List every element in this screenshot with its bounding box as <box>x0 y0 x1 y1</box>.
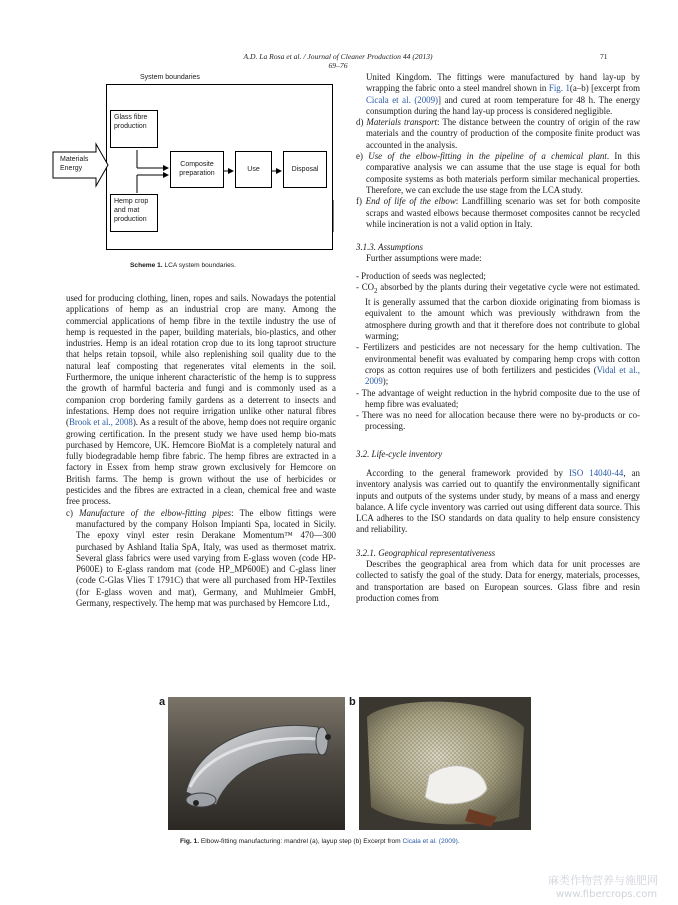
hemp-line-3: production <box>114 216 147 223</box>
item-e <box>356 151 640 196</box>
ref-fig1[interactable]: Fig. 1 <box>548 83 570 94</box>
mandrel-photo <box>168 697 345 830</box>
assumption-3 <box>356 342 640 387</box>
composite-line-1: Composite <box>180 161 214 168</box>
ref-brook[interactable]: Brook et al., 2008 <box>68 417 133 428</box>
item-e-label: e) <box>356 151 363 162</box>
input-line-1: Materials <box>60 156 89 163</box>
cont-end: ] and cured at room temperature for 48 h. The energy consumption during the hand lay-up process is considered negligible. <box>366 94 641 116</box>
cont-mid: (a–b) [excerpt from <box>569 83 641 94</box>
hemp-paragraph <box>66 293 336 508</box>
section-313-heading: 3.1.3. Assumptions <box>356 242 423 253</box>
section-32-text <box>356 468 640 536</box>
use-box: Use <box>235 151 272 188</box>
watermark-url: www.fibercrops.com <box>556 889 658 900</box>
layup-photo <box>359 697 531 830</box>
composite-line-2: preparation <box>179 170 215 177</box>
item-f <box>356 196 640 230</box>
input-materials-energy <box>60 155 88 173</box>
watermark-text: 麻类作物营养与施肥网 <box>548 874 658 887</box>
item-e-text: . In this comparative analysis we can assume that the use stage is equal for both composite systems as both materials perform similar mechanical properties. Therefore, we can exclude the use stage from the LCA study. <box>366 151 641 195</box>
scheme-caption-label: Scheme 1. <box>130 262 163 269</box>
item-d-title: Materials transport <box>366 117 437 128</box>
figure-caption-text: Elbow-fitting manufacturing: mandrel (a), layup step (b) Excerpt from <box>200 838 403 845</box>
item-d <box>356 117 640 151</box>
ref-vidal[interactable]: Vidal et al., 2009 <box>365 364 641 387</box>
item-c-label: c) <box>66 507 73 518</box>
hemp-para-text: used for producing clothing, linen, ropes and sails. Nowadays the potential applications of hemp as an industrial crop are many. Among the commercial applications of hemp fibre in the textile industry the use of hemp is requested in the paper, building materials, bio-plastics, and other industries. Hemp is an ideal rotation crop due to its long taproot structure that helps retain topsoil, while also replenishing soil quality due to the natural leaf composting that regenerates vital elements in the soil. Furthermore, the unique inherent characteristic of the hemp is to suppress the growth of harmful bacteria and fungi and is commonly used as a companion crop bordering family gardens as a deterrent to insects and infestations. Hemp does not require irrigation unlike other natural fibres ( <box>66 293 336 428</box>
glass-line-1: Glass fibre <box>114 114 148 121</box>
co2-subscript: 2 <box>374 286 378 295</box>
system-boundaries-label: System boundaries <box>140 74 200 81</box>
glass-fibre-box <box>110 110 158 148</box>
composite-box <box>170 151 224 188</box>
ref-cicala[interactable]: Cicala et al. (2009) <box>366 94 439 105</box>
scheme-caption <box>130 262 236 269</box>
section-313-intro: Further assumptions were made: <box>366 253 482 264</box>
ref-iso[interactable]: ISO 14040-44 <box>568 467 624 478</box>
assumption-3-end: ); <box>382 376 389 387</box>
disposal-box: Disposal <box>283 151 327 188</box>
item-f-label: f) <box>356 196 362 207</box>
hemp-line-2: and mat <box>114 207 140 214</box>
hemp-box <box>110 194 158 232</box>
section-321-text: Describes the geographical area from which data for unit processes are collected to satisfy the goal of the study. Data for energy, materials, processes, and transportation are based on European sources. Glass fibre and resin production comes from <box>356 559 640 603</box>
assumption-1: - Production of seeds was neglected; <box>356 270 486 281</box>
item-c-title: Manufacture of the elbow-fitting pipes <box>79 507 232 518</box>
assumption-2 <box>356 282 640 342</box>
item-c <box>66 508 336 610</box>
cont-text: United Kingdom. The fittings were manufactured by hand lay-up by wrapping the fabric onto a steel mandrel shown in <box>366 72 640 94</box>
item-d-text: : The distance between the country of origin of the raw materials and the country of production of the composite finite product was accounted in the analysis. <box>366 117 640 150</box>
figure-caption-ref[interactable]: Cicala et al. (2009) <box>402 838 458 845</box>
item-f-text: : Landfilling scenario was set for both composite scraps and wasted elbows because thermoset composites cannot be recycled while incineration is not a valid option in Italy. <box>366 196 641 229</box>
assumption-3-text: - Fertilizers and pesticides are not necessary for the hemp cultivation. The environmental benefit was evaluated by comparing hemp crops with cotton crops as cotton requires use of both fertilizers and pesticides ( <box>356 342 640 375</box>
assumption-2-b: absorbed by the plants during their vegetative cycle were not estimated. It is generally assumed that the carbon dioxide originating from biomass is equivalent to the amount which was previously withdrawn from the atmosphere during growth and that it therefore does not contribute to global warming; <box>365 282 640 342</box>
assumption-2-a: - CO <box>356 282 375 293</box>
figure-caption <box>180 838 460 845</box>
hemp-para-end: ). As a result of the above, hemp does not require organic growing certification. In the present study we have used hemp bio-mats purchased by Hemcore, UK. Hemcore BioMat is a completely natural and fully biodegradable hemp fibre fabric. The hemp fibres are extracted in a factory in Essex from hemp straw grown exclusively for Hemcore on British farms. The hemp is grown without the use of herbicides or pesticides and the fibres are extracted in a clean, chemical free and waste free process. <box>66 417 337 507</box>
section-321-heading: 3.2.1. Geographical representativeness <box>356 547 496 558</box>
panel-label-b: b <box>349 696 356 708</box>
page-number: 71 <box>600 52 608 61</box>
glass-line-2: production <box>114 123 147 130</box>
item-e-title: Use of the elbow-fitting in the pipeline of a chemical plant <box>368 151 607 162</box>
assumption-4: - The advantage of weight reduction in the hybrid composite due to the use of hemp fibre was evaluated; <box>356 387 640 409</box>
assumption-5: - There was no need for allocation because there were no by-products or co-processing. <box>356 410 640 432</box>
running-title: A.D. La Rosa et al. / Journal of Cleaner Production 44 (2013) 69–76 <box>243 52 433 70</box>
figure-caption-end: . <box>457 838 460 845</box>
s32-text-a: According to the general framework provided by <box>366 467 569 478</box>
input-line-2: Energy <box>60 165 83 172</box>
panel-label-a: a <box>159 696 166 708</box>
hemp-line-1: Hemp crop <box>114 198 149 205</box>
right-column <box>356 72 640 604</box>
item-d-label: d) <box>356 117 364 128</box>
figure-caption-label: Fig. 1. <box>180 838 200 845</box>
s32-text-b: , an inventory analysis was carried out to quantify the environmentally significant inputs and outputs of the systems under study, by means of a mass and energy balance. A life cycle inventory was carried out using different data source. This LCA adheres to the ISO standards on data quality to help ensure consistency and reliability. <box>356 467 640 535</box>
continued-paragraph <box>356 72 640 117</box>
item-c-text: : The elbow fittings were manufactured by the company Holson Impianti Spa, located in Sicily. The epoxy vinyl ester resin Derakane Momentum™ 470—300 purchased by Ashland Italia SpA, Italy, was used as thermoset matrix. Several glass fabrics were used varying from E-glass woven (code HP-P600E) to E-glass random mat (code HP_MP600E) and C-glass liner (code C-Glas Vlies T 1791C) that were all purchased from HP-Textiles (for E-glass woven and mat), Germany, and Muhlmeier GmbH, Germany, respectively. The hemp mat was purchased by Hemcore Ltd., <box>76 507 336 609</box>
scheme-caption-text: LCA system boundaries. <box>164 262 236 269</box>
item-f-title: End of life of the elbow <box>365 196 456 207</box>
left-column <box>66 293 336 609</box>
section-32-heading: 3.2. Life-cycle inventory <box>356 448 443 459</box>
